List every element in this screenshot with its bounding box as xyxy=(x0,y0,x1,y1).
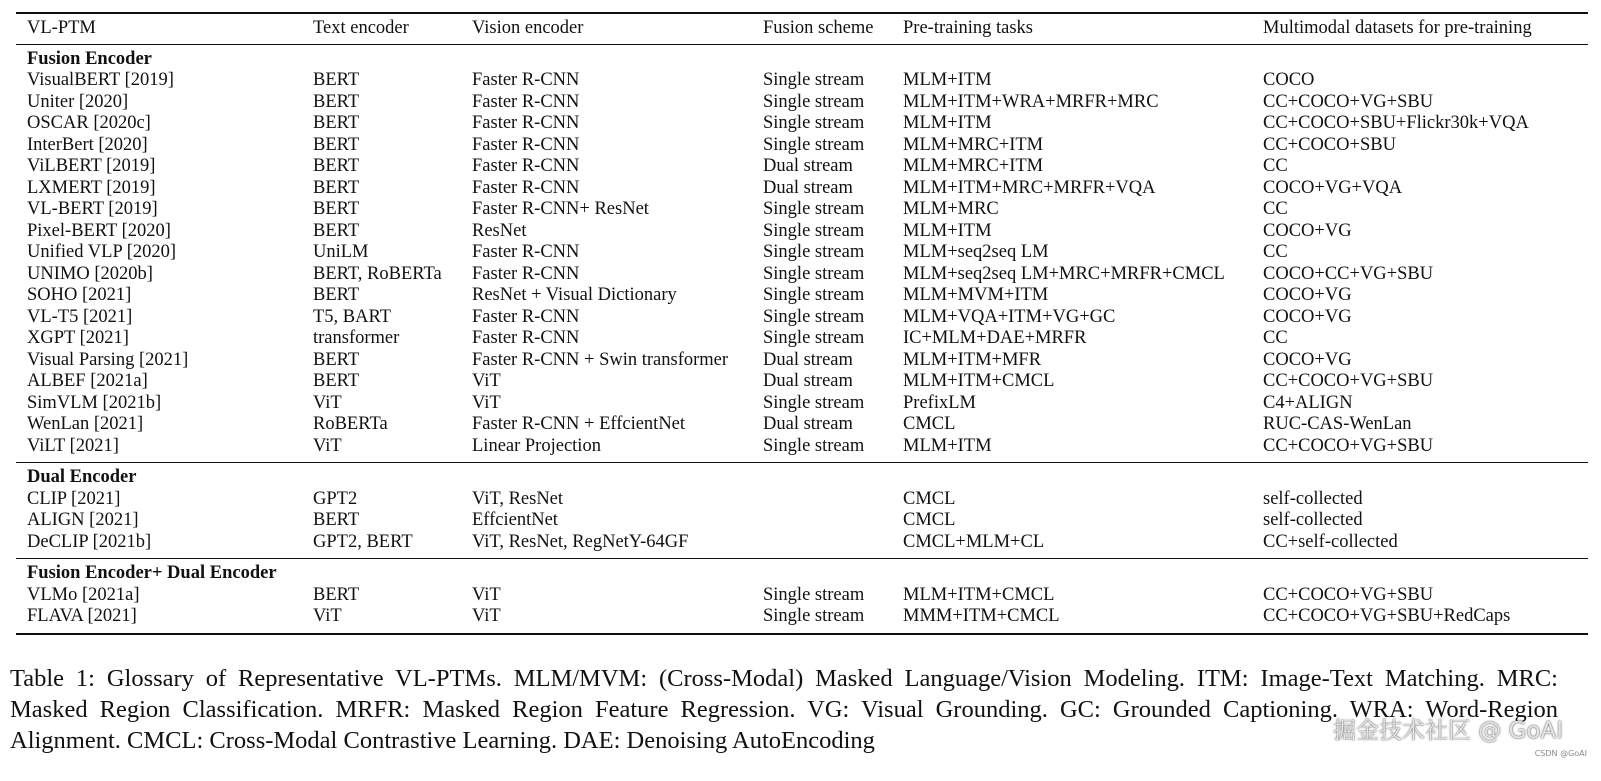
table-row xyxy=(16,328,1588,350)
table-cell: EffcientNet xyxy=(472,510,558,530)
table-cell: Uniter [2020] xyxy=(27,91,129,112)
table-cell: BERT xyxy=(313,70,360,90)
table-cell: COCO+VG xyxy=(1263,220,1352,241)
table-row xyxy=(16,285,1588,307)
table-cell: Single stream xyxy=(763,220,865,241)
table-row xyxy=(16,264,1588,286)
column-header: Text encoder xyxy=(313,18,409,38)
table-cell: COCO+VG xyxy=(1263,349,1352,370)
table-cell: MLM+ITM xyxy=(903,70,992,90)
table-cell: CC+COCO+SBU+Flickr30k+VQA xyxy=(1263,113,1529,133)
table-cell: Single stream xyxy=(763,70,865,90)
header-row xyxy=(16,13,1588,44)
table-row xyxy=(16,510,1588,532)
table-row xyxy=(16,436,1588,458)
table-header xyxy=(16,13,1588,44)
table-cell: LXMERT [2019] xyxy=(27,177,156,198)
table-cell: VLMo [2021a] xyxy=(27,584,140,605)
table-cell: BERT xyxy=(313,584,360,605)
table-cell: MLM+VQA+ITM+VG+GC xyxy=(903,306,1116,327)
table-cell: transformer xyxy=(313,328,400,348)
table-row xyxy=(16,393,1588,415)
table-row xyxy=(16,156,1588,178)
table-cell: CMCL xyxy=(903,510,956,530)
table-cell: BERT xyxy=(313,220,360,241)
table-cell: DeCLIP [2021b] xyxy=(27,531,152,552)
table-cell: GPT2, BERT xyxy=(313,531,413,552)
table-cell: Single stream xyxy=(763,584,865,605)
table-cell: BERT xyxy=(313,113,360,133)
table-cell: FLAVA [2021] xyxy=(27,606,137,626)
table-row xyxy=(16,371,1588,393)
table-cell: Single stream xyxy=(763,285,865,305)
table-cell: Faster R-CNN xyxy=(472,263,580,284)
table-cell: Dual stream xyxy=(763,349,853,370)
table-row xyxy=(16,606,1588,628)
table-row xyxy=(16,92,1588,114)
table-cell: VL-T5 [2021] xyxy=(27,306,133,327)
column-header: Vision encoder xyxy=(472,18,584,38)
table-row xyxy=(16,307,1588,329)
table-row xyxy=(16,350,1588,372)
table-cell: CMCL+MLM+CL xyxy=(903,531,1045,552)
column-header: Pre-training tasks xyxy=(903,18,1033,38)
table-cell: MLM+ITM+WRA+MRFR+MRC xyxy=(903,91,1159,112)
watermark-text: 掘金技术社区 @ GoAI xyxy=(1332,718,1563,744)
table-cell: MLM+ITM xyxy=(903,220,992,241)
table-cell: Unified VLP [2020] xyxy=(27,242,177,262)
table-cell: MLM+MRC+ITM xyxy=(903,156,1044,176)
table-cell: Visual Parsing [2021] xyxy=(27,349,189,370)
table-cell: Faster R-CNN xyxy=(472,328,580,348)
table-cell: COCO xyxy=(1263,70,1315,90)
table-cell: WenLan [2021] xyxy=(27,414,144,434)
group-header-row xyxy=(16,44,1588,70)
table-cell: COCO+VG xyxy=(1263,306,1352,327)
table-cell: Single stream xyxy=(763,134,865,155)
table-cell: Faster R-CNN xyxy=(472,306,580,327)
table-cell: MLM+ITM+CMCL xyxy=(903,371,1055,391)
table-cell: BERT xyxy=(313,510,360,530)
group-separator xyxy=(16,628,1588,634)
table-cell: Faster R-CNN xyxy=(472,113,580,133)
table-cell: MLM+ITM+MFR xyxy=(903,349,1042,370)
table-cell: PrefixLM xyxy=(903,392,976,413)
table-cell: ResNet xyxy=(472,220,527,241)
column-header: VL-PTM xyxy=(27,18,96,38)
table-row xyxy=(16,135,1588,157)
table-cell: IC+MLM+DAE+MRFR xyxy=(903,328,1087,348)
table-cell: BERT xyxy=(313,371,360,391)
table-cell: MLM+MRC+ITM xyxy=(903,134,1044,155)
table-cell: ViT xyxy=(472,371,501,391)
table-cell: Single stream xyxy=(763,91,865,112)
table-cell: CMCL xyxy=(903,414,956,434)
table-cell: CLIP [2021] xyxy=(27,488,121,509)
table-cell: ViT xyxy=(472,392,501,413)
table-cell: BERT xyxy=(313,156,360,176)
table-cell: MLM+ITM xyxy=(903,435,992,456)
table-cell: ViLBERT [2019] xyxy=(27,156,156,176)
table-cell: Single stream xyxy=(763,435,865,456)
table-cell: Faster R-CNN xyxy=(472,242,580,262)
table-row xyxy=(16,70,1588,92)
table-cell: MMM+ITM+CMCL xyxy=(903,606,1060,626)
table-cell: CMCL xyxy=(903,488,956,509)
table-row xyxy=(16,199,1588,221)
table-cell: CC xyxy=(1263,199,1288,219)
table-cell: GPT2 xyxy=(313,488,358,509)
table-cell: ViT, ResNet xyxy=(472,488,564,509)
table-cell: ViT xyxy=(313,392,342,413)
table-caption: Table 1: Glossary of Representative VL-PTMs. MLM/MVM: (Cross-Modal) Masked Language/Vision Modeling. ITM: Image-Text Matching. MRC: Masked Region Classification. MRFR: Masked Region Feature Regression. VG: Visual Grounding. GC: Grounded Captioning. WRA: Word-Region Alignment. CMCL: Cross-Modal Contrastive Learning. DAE: Denoising AutoEncoding xyxy=(10,665,1558,754)
table-cell: CC+self-collected xyxy=(1263,531,1398,552)
group-header-row xyxy=(16,463,1588,489)
table-cell: SOHO [2021] xyxy=(27,285,132,305)
table-cell: CC xyxy=(1263,242,1288,262)
table-cell: T5, BART xyxy=(313,306,392,327)
table-cell: OSCAR [2020c] xyxy=(27,113,151,133)
watermark-small-text: CSDN @GoAI xyxy=(1534,749,1587,758)
table-cell: CC+COCO+VG+SBU+RedCaps xyxy=(1263,606,1511,626)
table-row xyxy=(16,221,1588,243)
glossary-table-container xyxy=(16,12,1588,635)
table-cell: BERT, RoBERTa xyxy=(313,263,442,284)
table-cell: COCO+CC+VG+SBU xyxy=(1263,263,1434,284)
table-cell: Single stream xyxy=(763,113,865,133)
table-cell: Linear Projection xyxy=(472,435,601,456)
column-header: Fusion scheme xyxy=(763,18,874,38)
table-cell: ViT xyxy=(313,435,342,456)
table-cell: COCO+VG xyxy=(1263,285,1352,305)
table-cell: InterBert [2020] xyxy=(27,134,148,155)
table-cell: XGPT [2021] xyxy=(27,328,129,348)
table-cell: VL-BERT [2019] xyxy=(27,199,158,219)
table-cell xyxy=(763,532,903,554)
table-cell: Single stream xyxy=(763,606,865,626)
table-cell: Dual stream xyxy=(763,414,853,434)
table-cell xyxy=(763,489,903,511)
table-cell: BERT xyxy=(313,285,360,305)
table-cell: MLM+ITM+CMCL xyxy=(903,584,1055,605)
table-cell: BERT xyxy=(313,177,360,198)
table-row xyxy=(16,532,1588,554)
table-cell: CC+COCO+VG+SBU xyxy=(1263,371,1434,391)
table-cell: Dual stream xyxy=(763,371,853,391)
glossary-table xyxy=(16,12,1588,635)
group-title: Fusion Encoder+ Dual Encoder xyxy=(27,563,277,583)
table-cell: Single stream xyxy=(763,328,865,348)
table-cell: MLM+ITM xyxy=(903,113,992,133)
table-body xyxy=(16,44,1588,634)
table-cell: SimVLM [2021b] xyxy=(27,392,162,413)
table-cell: Faster R-CNN xyxy=(472,156,580,176)
table-cell: Single stream xyxy=(763,199,865,219)
table-cell: Faster R-CNN xyxy=(472,134,580,155)
table-cell: Faster R-CNN xyxy=(472,91,580,112)
table-cell: CC+COCO+VG+SBU xyxy=(1263,584,1434,605)
table-row xyxy=(16,414,1588,436)
table-cell: ResNet + Visual Dictionary xyxy=(472,285,677,305)
table-cell: CC xyxy=(1263,156,1288,176)
table-row xyxy=(16,242,1588,264)
table-row xyxy=(16,489,1588,511)
table-cell: Pixel-BERT [2020] xyxy=(27,220,171,241)
table-cell: MLM+MRC xyxy=(903,199,999,219)
table-cell: CC+COCO+VG+SBU xyxy=(1263,435,1434,456)
table-row xyxy=(16,178,1588,200)
table-cell: MLM+ITM+MRC+MRFR+VQA xyxy=(903,177,1156,198)
table-cell: ALBEF [2021a] xyxy=(27,371,148,391)
table-cell: CC+COCO+VG+SBU xyxy=(1263,91,1434,112)
group-title: Fusion Encoder xyxy=(27,48,152,69)
table-cell: Single stream xyxy=(763,392,865,413)
table-cell: MLM+seq2seq LM+MRC+MRFR+CMCL xyxy=(903,263,1225,284)
table-cell: Dual stream xyxy=(763,156,853,176)
table-cell: Faster R-CNN+ ResNet xyxy=(472,199,649,219)
table-cell: ViT xyxy=(313,606,342,626)
table-cell: BERT xyxy=(313,134,360,155)
table-cell: MLM+seq2seq LM xyxy=(903,242,1049,262)
table-row xyxy=(16,113,1588,135)
table-cell: ViT, ResNet, RegNetY-64GF xyxy=(472,531,689,552)
table-cell: Faster R-CNN + Swin transformer xyxy=(472,349,729,370)
table-cell: VisualBERT [2019] xyxy=(27,70,174,90)
table-row xyxy=(16,585,1588,607)
table-cell: BERT xyxy=(313,199,360,219)
table-cell: BERT xyxy=(313,91,360,112)
table-cell: RUC-CAS-WenLan xyxy=(1263,414,1412,434)
table-cell: CC xyxy=(1263,328,1288,348)
table-cell: ALIGN [2021] xyxy=(27,510,139,530)
table-cell: ViT xyxy=(472,584,501,605)
table-cell xyxy=(763,510,903,532)
table-cell: Dual stream xyxy=(763,177,853,198)
table-cell: MLM+MVM+ITM xyxy=(903,285,1049,305)
table-cell: Faster R-CNN + EffcientNet xyxy=(472,414,686,434)
table-cell: Faster R-CNN xyxy=(472,177,580,198)
group-title: Dual Encoder xyxy=(27,467,137,487)
table-cell: self-collected xyxy=(1263,488,1363,509)
table-cell: COCO+VG+VQA xyxy=(1263,177,1403,198)
column-header: Multimodal datasets for pre-training xyxy=(1263,18,1532,38)
table-cell: Single stream xyxy=(763,306,865,327)
table-cell: Single stream xyxy=(763,242,865,262)
table-cell: UniLM xyxy=(313,242,369,262)
group-header-row xyxy=(16,559,1588,585)
table-cell: ViLT [2021] xyxy=(27,435,119,456)
table-cell: RoBERTa xyxy=(313,414,388,434)
table-cell: ViT xyxy=(472,606,501,626)
table-cell: self-collected xyxy=(1263,510,1363,530)
table-cell: Single stream xyxy=(763,263,865,284)
table-cell: CC+COCO+SBU xyxy=(1263,134,1396,155)
table-cell: BERT xyxy=(313,349,360,370)
table-cell: UNIMO [2020b] xyxy=(27,263,153,284)
table-cell: C4+ALIGN xyxy=(1263,392,1353,413)
table-cell: Faster R-CNN xyxy=(472,70,580,90)
